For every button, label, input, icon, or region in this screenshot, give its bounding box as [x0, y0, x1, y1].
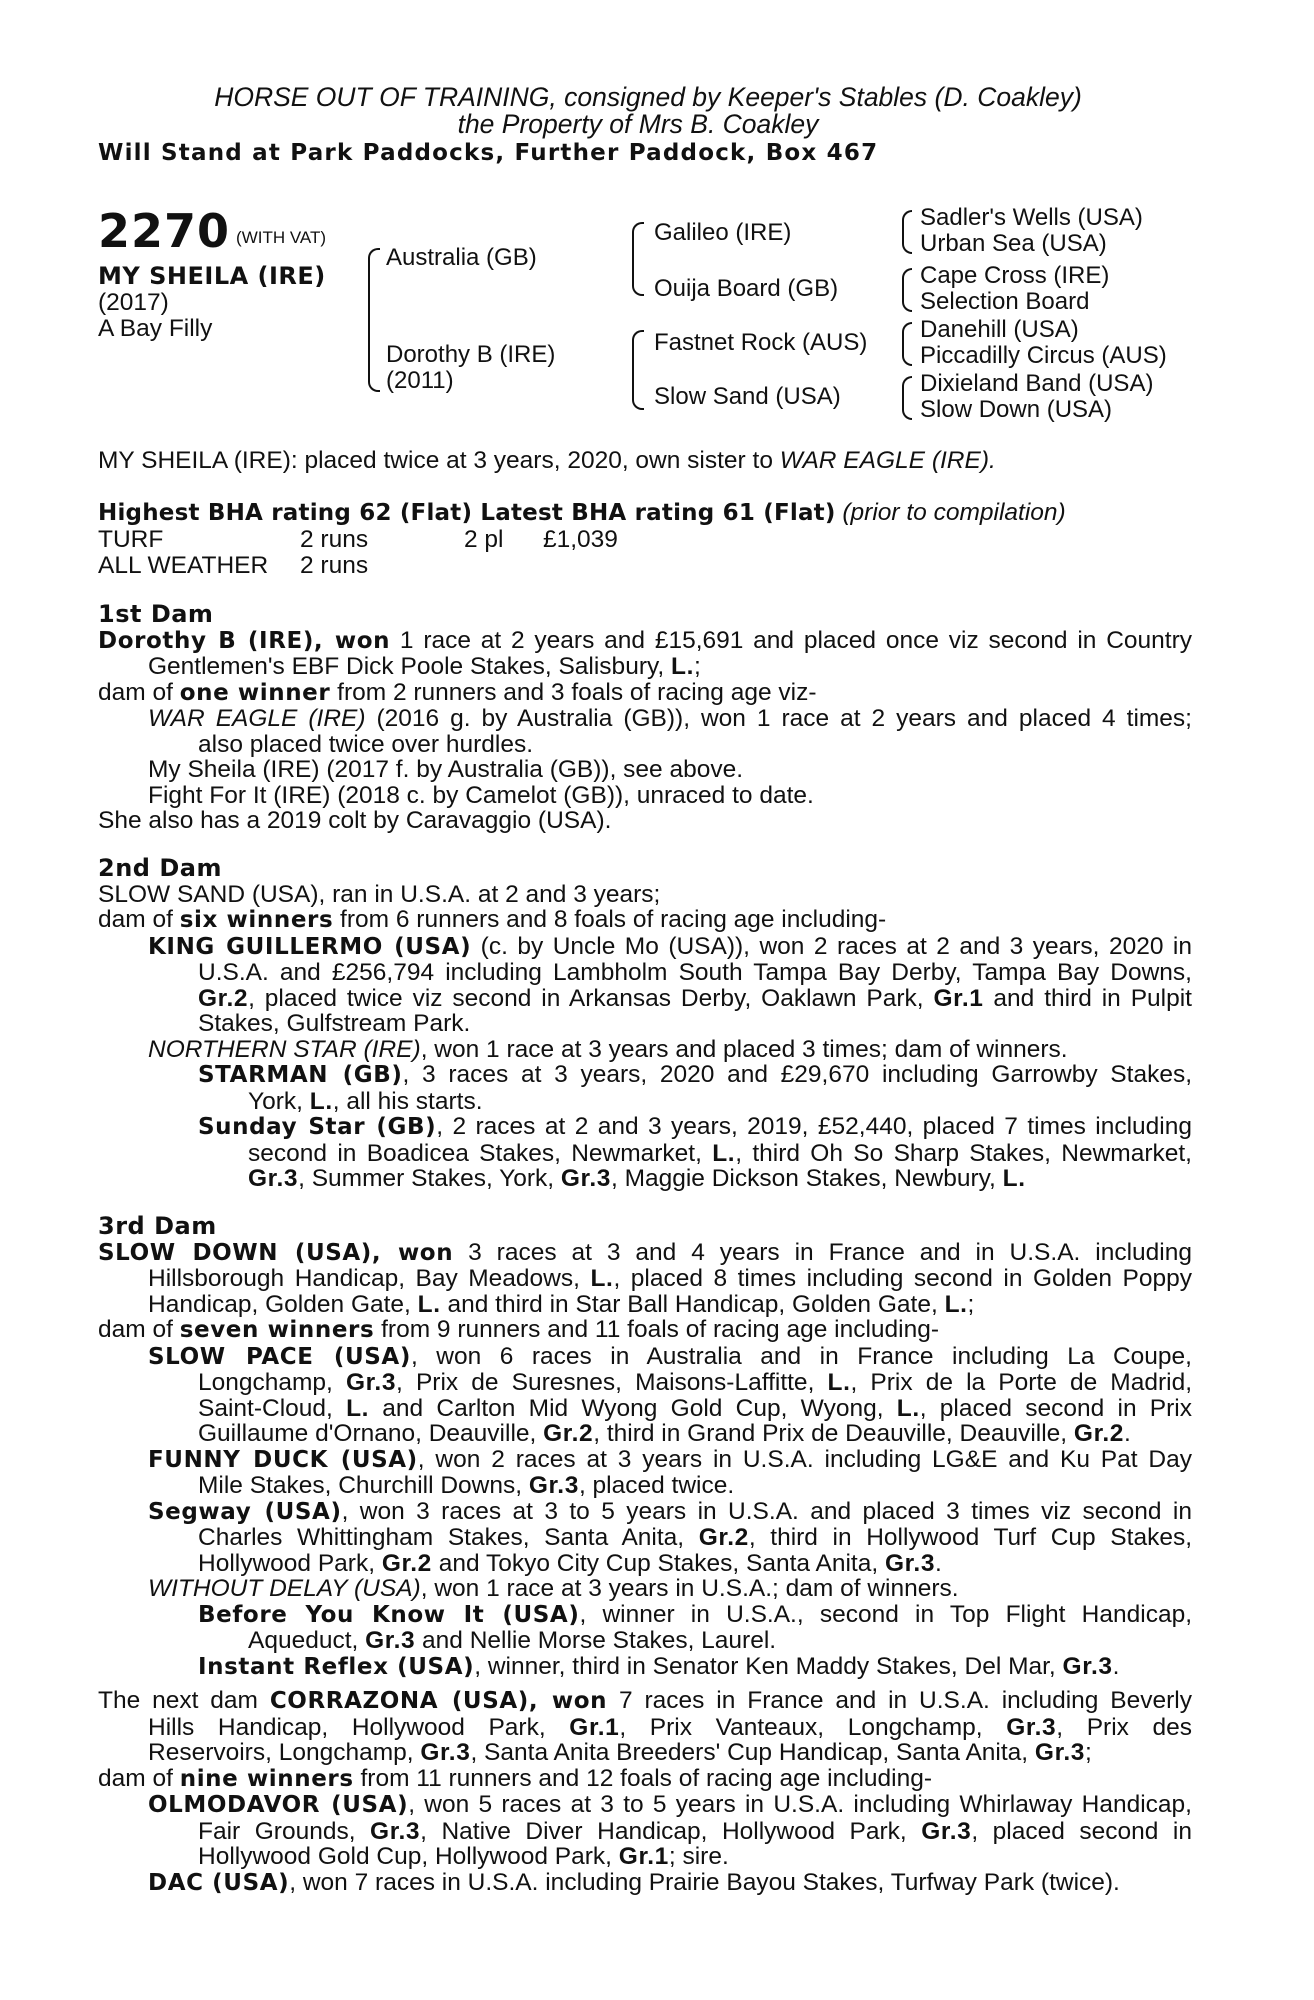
first-dam-line2: Gentlemen's EBF Dick Poole Stakes, Salisbury,	[148, 653, 672, 680]
aw-label: ALL WEATHER	[98, 551, 269, 579]
summary-line	[98, 448, 1192, 474]
nd-line4: from 11 runners and 12 foals of racing age including-	[353, 1764, 933, 1792]
second-dam-section	[98, 856, 1192, 1192]
third-dam-line3: Handicap, Golden Gate,	[148, 1290, 418, 1318]
offspring-fight-for-it: Fight For It (IRE) (2018 c. by Camelot (GB)), unraced to date.	[148, 781, 814, 809]
third-dam-line2: Hillsborough Handicap, Bay Meadows,	[148, 1265, 591, 1292]
war-eagle-record: (2016 g. by Australia (GB)), won 1 race at 2 years and placed 4 times;	[365, 705, 1192, 732]
gen3-4: Selection Board	[920, 288, 1090, 315]
grade: Gr.2	[1073, 1420, 1124, 1447]
nd-line2: Hills Handicap, Hollywood Park,	[148, 1713, 570, 1741]
nd-line3: Reservoirs, Longchamp,	[148, 1739, 421, 1766]
by-line2: Aqueduct,	[248, 1627, 366, 1654]
horse-description: A Bay Filly	[98, 314, 213, 342]
lot-info	[98, 204, 358, 342]
kg-line4: Stakes, Gulfstream Park.	[198, 1010, 471, 1037]
grade: Gr.2	[198, 984, 249, 1012]
listed-mark: L.	[590, 1265, 614, 1292]
summary-sibling: WAR EAGLE (IRE).	[779, 447, 996, 474]
grade: Gr.3	[345, 1369, 397, 1396]
funny-duck: FUNNY DUCK (USA)	[148, 1446, 418, 1473]
grade: Gr.2	[381, 1549, 432, 1577]
sp-line4: Guillaume d'Ornano, Deauville,	[198, 1420, 544, 1447]
ol-line1: , won 5 races at 3 to 5 years in U.S.A. including Whirlaway Handicap,	[408, 1791, 1192, 1818]
sp-line3b: and Carlton Mid Wyong Gold Cup, Wyong,	[369, 1394, 897, 1422]
bracket-fastnet	[902, 322, 912, 366]
grade: Gr.3	[370, 1817, 421, 1845]
war-eagle-hurdles: also placed twice over hurdles.	[198, 730, 534, 758]
third-dam-line4: from 9 runners and 11 foals of racing age including-	[374, 1316, 940, 1343]
ss-line3: , Summer Stakes, York,	[298, 1165, 561, 1192]
second-dam-line2: from 6 runners and 8 foals of racing age including-	[333, 906, 887, 933]
dac: DAC (USA)	[148, 1869, 290, 1896]
by-line2b: and Nellie Morse Stakes, Laurel.	[415, 1627, 777, 1654]
dam-of: dam of	[98, 1764, 180, 1792]
dam-of: dam of	[98, 1316, 180, 1343]
sunday-star: Sunday Star (GB)	[198, 1114, 437, 1140]
listed-mark: L.	[896, 1394, 920, 1422]
bracket-dam	[632, 330, 644, 410]
bracket-galileo	[902, 210, 912, 254]
wd-line1: , won 1 race at 3 years in U.S.A.; dam of winners.	[420, 1575, 959, 1602]
ol-line2b: , Native Diver Handicap, Hollywood Park,	[420, 1817, 922, 1845]
listed-mark: L.	[712, 1139, 736, 1167]
grade: Gr.1	[618, 1843, 669, 1870]
grade: Gr.1	[569, 1713, 620, 1741]
ol-line2c: , placed second in	[971, 1817, 1192, 1845]
rating-note: (prior to compilation)	[842, 499, 1066, 526]
third-dam-section	[98, 1214, 1192, 1680]
third-dam-line1: 3 races at 3 and 4 years in France and in U.S.A. including	[453, 1238, 1192, 1266]
ss-line1: , 2 races at 2 and 3 years, 2019, £52,440, placed 7 times including	[436, 1113, 1192, 1140]
listed-mark: L.	[1002, 1165, 1026, 1192]
ir-line1: , winner, third in Senator Ken Maddy Stakes, Del Mar,	[474, 1652, 1063, 1680]
gen3-7: Dixieland Band (USA)	[920, 370, 1154, 397]
sire-dam: Ouija Board (GB)	[654, 275, 839, 302]
segway: Segway (USA)	[148, 1498, 342, 1525]
bracket-gen1	[368, 248, 380, 392]
winners-count: seven winners	[179, 1317, 375, 1343]
fd-line2: Mile Stakes, Churchill Downs,	[198, 1472, 529, 1499]
gen3-2: Urban Sea (USA)	[920, 230, 1107, 257]
listed-mark: L.	[346, 1394, 370, 1422]
sp-line2: Longchamp,	[198, 1369, 346, 1396]
vat-note: (WITH VAT)	[236, 228, 327, 247]
sp-line2b: , Prix de Suresnes, Maisons-Laffitte,	[396, 1369, 828, 1396]
dam-of: dam of	[98, 906, 180, 933]
starman-line2b: , all his starts.	[332, 1087, 483, 1115]
without-delay: WITHOUT DELAY (USA)	[148, 1575, 421, 1602]
punct: .	[1112, 1652, 1120, 1680]
slow-pace: SLOW PACE (USA)	[148, 1343, 411, 1370]
sire: Australia (GB)	[386, 244, 537, 271]
grade: Gr.3	[420, 1739, 471, 1766]
ss-line2: second in Boadicea Stakes, Newmarket,	[248, 1139, 713, 1167]
second-dam-line1: SLOW SAND (USA), ran in U.S.A. at 2 and 3 years;	[98, 880, 661, 908]
nd-line3b: , Santa Anita Breeders' Cup Handicap, Santa Anita,	[470, 1739, 1035, 1766]
offspring-my-sheila: My Sheila (IRE) (2017 f. by Australia (GB)), see above.	[148, 756, 744, 783]
ns-line1: , won 1 race at 3 years and placed 3 times; dam of winners.	[420, 1035, 1068, 1063]
summary-text: MY SHEILA (IRE): placed twice at 3 years, 2020, own sister to	[98, 447, 773, 474]
king-guillermo: KING GUILLERMO (USA)	[148, 933, 472, 960]
listed-mark: L.	[827, 1369, 851, 1396]
catalogue-header	[98, 84, 1198, 168]
third-dam-line3b: and third in Star Ball Handicap, Golden Gate,	[440, 1290, 945, 1318]
listed-mark: L.	[671, 653, 695, 680]
sp-line1: , won 6 races in Australia and in France including La Coupe,	[410, 1342, 1192, 1370]
dac-line1: , won 7 races in U.S.A. including Prairie Bayou Stakes, Turfway Park (twice).	[289, 1868, 1120, 1896]
starman-line2: York,	[248, 1087, 310, 1115]
by-line1: , winner in U.S.A., second in Top Flight Handicap,	[579, 1600, 1192, 1628]
grade: Gr.3	[365, 1627, 416, 1654]
ss-line2b: , third Oh So Sharp Stakes, Newmarket,	[735, 1139, 1192, 1167]
listed-mark: L.	[309, 1087, 333, 1115]
sg-line1: , won 3 races at 3 to 5 years in U.S.A. and placed 3 times viz second in	[341, 1497, 1192, 1525]
turf-runs: 2 runs	[300, 525, 369, 553]
nd-line1: 7 races in France and in U.S.A. including Beverly	[607, 1687, 1193, 1714]
kg-line3b: and third in Pulpit	[983, 984, 1192, 1012]
grade: Gr.1	[933, 984, 984, 1012]
first-dam-title: 1st Dam	[98, 600, 214, 628]
aw-runs: 2 runs	[300, 551, 369, 579]
location-line: Will Stand at Park Paddocks, Further Paddock, Box 467	[98, 140, 879, 166]
gen3-6: Piccadilly Circus (AUS)	[920, 342, 1167, 369]
dam-sire: Fastnet Rock (AUS)	[654, 329, 868, 356]
turf-label: TURF	[98, 525, 164, 553]
grade: Gr.3	[248, 1165, 299, 1192]
punct: .	[935, 1549, 942, 1577]
punct: ;	[1084, 1739, 1092, 1766]
ol-line3b: ; sire.	[668, 1843, 729, 1870]
bracket-ouija	[902, 268, 912, 312]
sg-line2b: , third in Hollywood Turf Cup Stakes,	[748, 1524, 1192, 1551]
sp-line2c: , Prix de la Porte de Madrid,	[850, 1369, 1193, 1396]
sp-line3: Saint-Cloud,	[198, 1394, 347, 1422]
sg-line2: Charles Whittingham Stakes, Santa Anita,	[198, 1524, 699, 1551]
instant-reflex: Instant Reflex (USA)	[198, 1653, 475, 1680]
listed-mark: L.	[417, 1290, 441, 1318]
ol-line3: Hollywood Gold Cup, Hollywood Park,	[198, 1843, 619, 1870]
kg-line1: (c. by Uncle Mo (USA)), won 2 races at 2 and 3 years, 2020 in	[471, 932, 1192, 960]
slow-down: SLOW DOWN (USA), won	[98, 1239, 454, 1266]
first-dam-line1: 1 race at 2 years and £15,691 and placed once viz second in Country	[390, 626, 1192, 654]
grade: Gr.2	[543, 1420, 594, 1447]
dam-of: dam of	[98, 678, 180, 706]
next-dam-intro: The next dam	[98, 1687, 270, 1714]
punct: .	[1124, 1420, 1131, 1447]
third-dam-line2b: , placed 8 times including second in Golden Poppy	[613, 1265, 1192, 1292]
first-dam-name: Dorothy B (IRE), won	[98, 627, 391, 654]
grade: Gr.3	[1006, 1713, 1057, 1741]
third-dam-title: 3rd Dam	[98, 1212, 217, 1240]
rating-text: Highest BHA rating 62 (Flat) Latest BHA rating 61 (Flat)	[98, 500, 836, 526]
nd-line2c: , Prix des	[1056, 1713, 1192, 1741]
property-line: the Property of Mrs B. Coakley	[457, 109, 819, 139]
kg-line3: , placed twice viz second in Arkansas Derby, Oaklawn Park,	[248, 984, 934, 1012]
foaling-year: (2017)	[98, 288, 169, 316]
ss-line3b: , Maggie Dickson Stakes, Newbury,	[610, 1165, 1003, 1192]
winners-count: nine winners	[179, 1765, 354, 1792]
sire-sire: Galileo (IRE)	[654, 219, 792, 246]
northern-star: NORTHERN STAR (IRE)	[148, 1035, 421, 1063]
sg-line3: Hollywood Park,	[198, 1549, 382, 1577]
corrazona: CORRAZONA (USA), won	[269, 1688, 608, 1714]
listed-mark: L.	[944, 1290, 968, 1318]
gen3-1: Sadler's Wells (USA)	[920, 204, 1143, 231]
turf-earnings: £1,039	[543, 525, 618, 553]
dam-year: (2011)	[386, 367, 454, 394]
grade: Gr.3	[1034, 1739, 1085, 1766]
turf-placed: 2 pl	[464, 525, 504, 553]
winners-count: six winners	[179, 907, 334, 933]
first-dam-2019-colt: She also has a 2019 colt by Caravaggio (USA).	[98, 807, 612, 834]
gen3-8: Slow Down (USA)	[920, 396, 1113, 423]
gen3-5: Danehill (USA)	[920, 316, 1079, 343]
grade: Gr.3	[884, 1549, 936, 1577]
fd-line2b: , placed twice.	[578, 1472, 735, 1499]
sg-line3b: and Tokyo City Cup Stakes, Santa Anita,	[431, 1549, 885, 1577]
nd-line2b: , Prix Vanteaux, Longchamp,	[619, 1713, 1007, 1741]
grade: Gr.3	[528, 1472, 579, 1499]
dam: Dorothy B (IRE)	[386, 341, 556, 368]
bracket-slowsand	[902, 376, 912, 420]
rating-block	[98, 500, 1192, 579]
first-dam-line3: from 2 runners and 3 foals of racing age viz-	[330, 678, 817, 706]
horse-name: MY SHEILA (IRE)	[98, 262, 326, 290]
lot-number: 2270	[98, 204, 231, 258]
offspring-war-eagle: WAR EAGLE (IRE)	[148, 705, 366, 732]
grade: Gr.3	[921, 1817, 972, 1845]
first-dam-section	[98, 602, 1192, 834]
before-you-know-it: Before You Know It (USA)	[198, 1601, 580, 1628]
sp-line3c: , placed second in Prix	[919, 1394, 1193, 1422]
fd-line1: , won 2 races at 3 years in U.S.A. including LG&E and Ku Pat Day	[417, 1445, 1192, 1473]
sp-line4b: , third in Grand Prix de Deauville, Deauville,	[593, 1420, 1074, 1447]
punct: ;	[694, 653, 701, 680]
grade: Gr.2	[698, 1524, 749, 1551]
bracket-sire	[632, 222, 644, 296]
ol-line2: Fair Grounds,	[198, 1817, 371, 1845]
winners-count: one winner	[179, 679, 331, 706]
punct: ;	[967, 1290, 975, 1318]
gen3-3: Cape Cross (IRE)	[920, 262, 1110, 289]
grade: Gr.3	[1062, 1652, 1113, 1680]
kg-line2: U.S.A. and £256,794 including Lambholm South Tampa Bay Derby, Tampa Bay Downs,	[198, 959, 1192, 986]
consignor-line: HORSE OUT OF TRAINING, consigned by Keeper's Stables (D. Coakley)	[214, 82, 1082, 112]
dam-dam: Slow Sand (USA)	[654, 383, 841, 410]
second-dam-title: 2nd Dam	[98, 854, 222, 882]
starman-line1: , 3 races at 3 years, 2020 and £29,670 including Garrowby Stakes,	[402, 1061, 1192, 1088]
next-dam-section	[98, 1688, 1192, 1896]
starman: STARMAN (GB)	[198, 1062, 403, 1088]
olmodavor: OLMODAVOR (USA)	[148, 1792, 409, 1818]
grade: Gr.3	[560, 1165, 611, 1192]
